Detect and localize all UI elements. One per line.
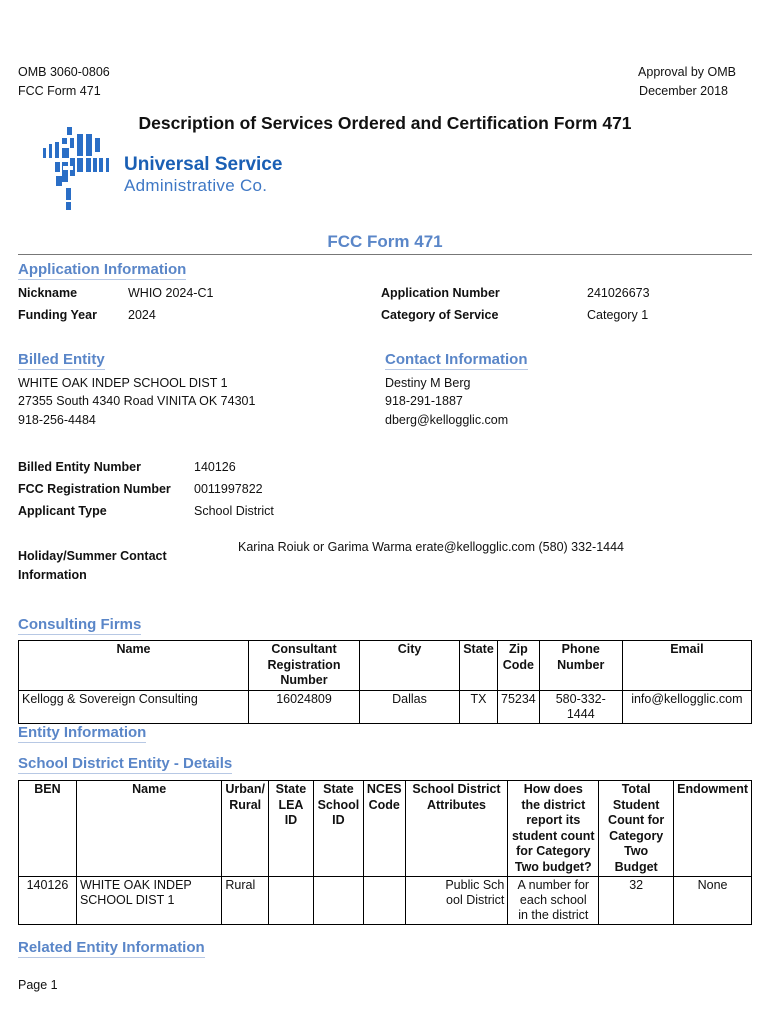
entity-ben: 140126 [19, 877, 77, 925]
funding-year-label: Funding Year [18, 308, 97, 322]
school-district-header-row [19, 781, 752, 877]
application-number-label: Application Number [381, 286, 500, 300]
consultant-zip: 75234 [498, 690, 540, 723]
col-state-school-id: State School ID [313, 781, 363, 877]
contact-name: Destiny M Berg [385, 376, 471, 390]
consulting-header-row [19, 641, 752, 691]
contact-email: dberg@kellogglic.com [385, 413, 509, 427]
fcc-registration-value: 0011997822 [194, 482, 263, 496]
billed-entity-number-label: Billed Entity Number [18, 460, 141, 474]
col-state: State [460, 641, 498, 691]
billed-entity-name: WHITE OAK INDEP SCHOOL DIST 1 [18, 376, 228, 390]
entity-nces-code [363, 877, 405, 925]
col-district-attributes: School District Attributes [405, 781, 508, 877]
consultant-reg: 16024809 [249, 690, 360, 723]
col-total-student-count: Total Student Count for Category Two Budget [599, 781, 674, 877]
fcc-registration-label: FCC Registration Number [18, 482, 171, 496]
category-value: Category 1 [587, 308, 649, 322]
entity-urban-rural: Rural [222, 877, 269, 925]
col-email: Email [622, 641, 751, 691]
col-nces-code: NCES Code [363, 781, 405, 877]
section-related-entity: Related Entity Information [18, 939, 205, 956]
omb-approval: Approval by OMB [638, 65, 736, 79]
table-row [19, 690, 752, 723]
consultant-name: Kellogg & Sovereign Consulting [19, 690, 249, 723]
consulting-firms-table [18, 640, 752, 724]
entity-state-school-id [313, 877, 363, 925]
entity-state-lea-id [268, 877, 313, 925]
col-zip: Zip Code [498, 641, 540, 691]
application-number-value: 241026673 [587, 286, 650, 300]
form-title: FCC Form 471 [327, 232, 443, 251]
funding-year-value: 2024 [128, 308, 156, 322]
school-district-table [18, 780, 752, 925]
nickname-value: WHIO 2024-C1 [128, 286, 214, 300]
entity-name: WHITE OAK INDEP SCHOOL DIST 1 [76, 877, 221, 925]
form-date: December 2018 [639, 84, 728, 98]
contact-phone: 918-291-1887 [385, 394, 463, 408]
table-row [19, 877, 752, 925]
col-ben: BEN [19, 781, 77, 877]
nickname-label: Nickname [18, 286, 78, 300]
col-state-lea-id: State LEA ID [268, 781, 313, 877]
section-school-district-details: School District Entity - Details [18, 755, 233, 772]
holiday-contact-label-1: Holiday/Summer Contact [18, 549, 167, 563]
holiday-contact-value: Karina Roiuk or Garima Warma erate@kellogglic.com (580) 332-1444 [238, 540, 624, 554]
applicant-type-value: School District [194, 504, 274, 518]
col-phone: Phone Number [539, 641, 622, 691]
entity-endowment: None [674, 877, 752, 925]
form-number: FCC Form 471 [18, 84, 101, 98]
col-how-report: How does the district report its student count for Category Two budget? [508, 781, 599, 877]
section-billed-entity: Billed Entity [18, 351, 105, 368]
section-contact-information: Contact Information [385, 351, 528, 368]
billed-entity-address: 27355 South 4340 Road VINITA OK 74301 [18, 394, 256, 408]
col-urban-rural: Urban/ Rural [222, 781, 269, 877]
omb-number: OMB 3060-0806 [18, 65, 110, 79]
billed-entity-phone: 918-256-4484 [18, 413, 96, 427]
billed-entity-number-value: 140126 [194, 460, 236, 474]
category-label: Category of Service [381, 308, 499, 322]
page-title: Description of Services Ordered and Certification Form 471 [138, 113, 632, 133]
consultant-phone: 580-332-1444 [539, 690, 622, 723]
col-name: Name [19, 641, 249, 691]
entity-how-report: A number for each school in the district [508, 877, 599, 925]
entity-total-student-count: 32 [599, 877, 674, 925]
col-city: City [360, 641, 460, 691]
section-entity-information: Entity Information [18, 724, 147, 741]
col-endowment: Endowment [674, 781, 752, 877]
holiday-contact-label-2: Information [18, 568, 87, 582]
applicant-type-label: Applicant Type [18, 504, 107, 518]
col-entity-name: Name [76, 781, 221, 877]
section-consulting-firms: Consulting Firms [18, 616, 142, 633]
consultant-city: Dallas [360, 690, 460, 723]
consultant-email: info@kellogglic.com [622, 690, 751, 723]
logo-line1: Universal Service [124, 154, 283, 175]
title-rule [18, 254, 752, 255]
page-number: Page 1 [18, 978, 58, 992]
col-consultant-reg: Consultant Registration Number [249, 641, 360, 691]
consultant-state: TX [460, 690, 498, 723]
section-application-information: Application Information [18, 261, 187, 278]
usac-logo-icon [40, 122, 122, 214]
logo-line2: Administrative Co. [124, 176, 268, 195]
entity-district-attributes: Public Sch ool District [405, 877, 508, 925]
